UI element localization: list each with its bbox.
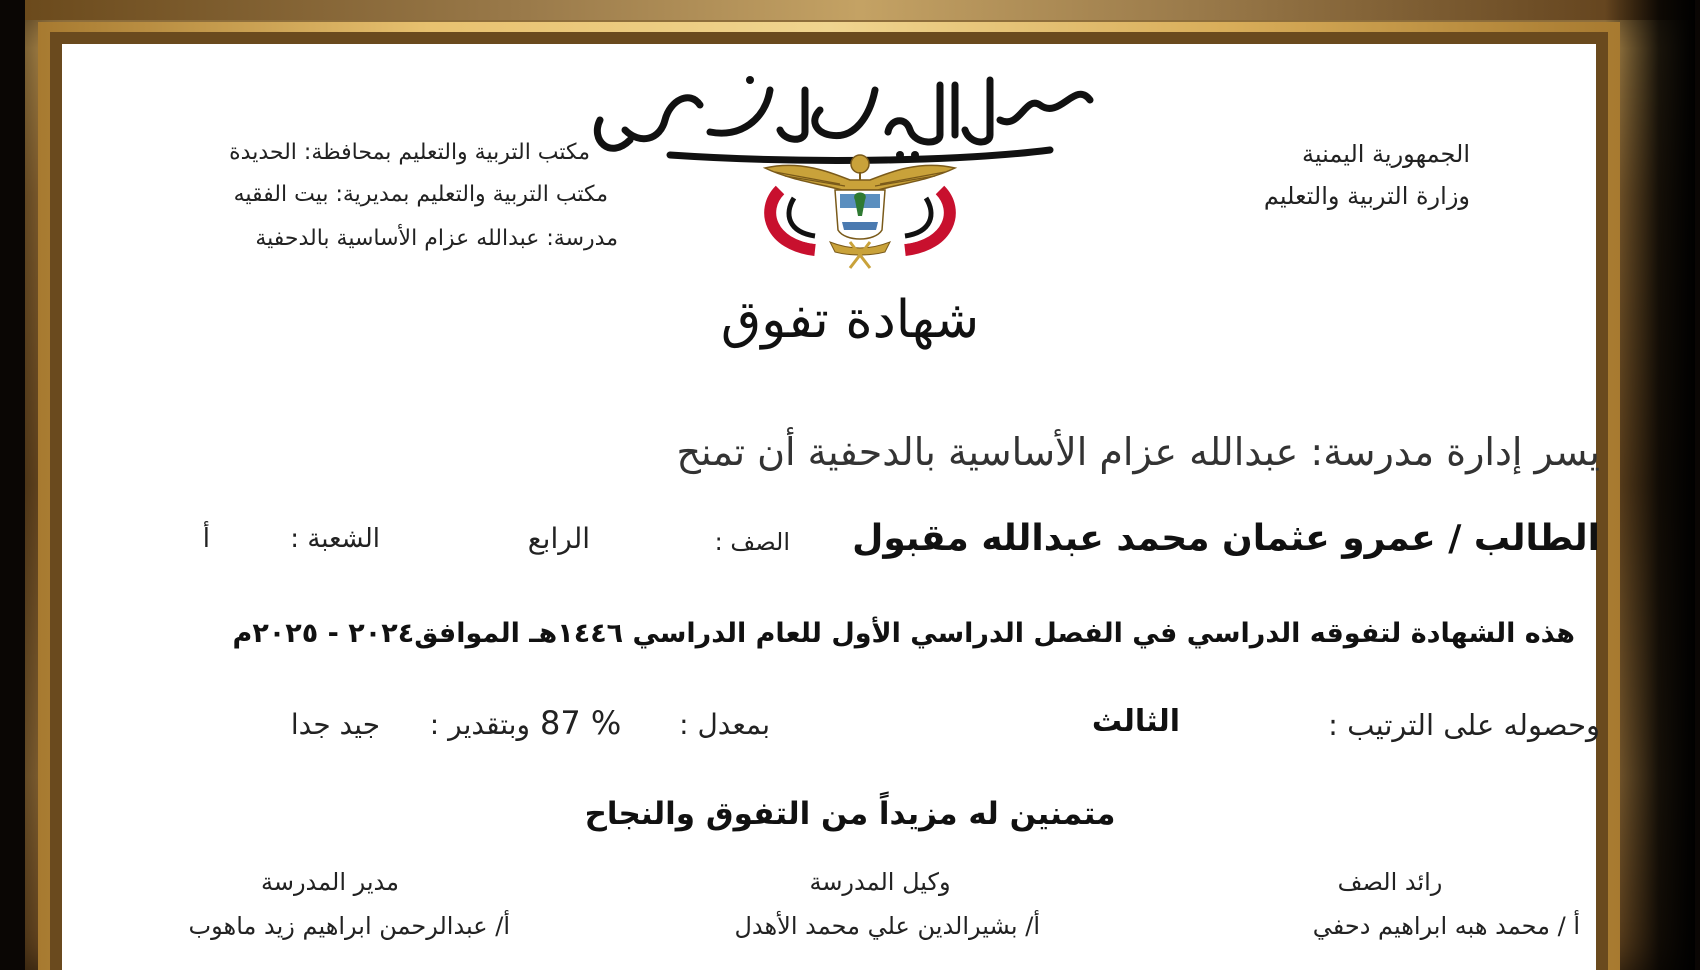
signature-role-principal: مدير المدرسة [260, 868, 400, 896]
grade-value: الرابع [527, 522, 590, 555]
intro-line: يسر إدارة مدرسة: عبدالله عزام الأساسية بالدحفية أن تمنح [676, 430, 1600, 474]
certificate-title: شهادة تفوق [720, 290, 980, 350]
header-school: مدرسة: عبدالله عزام الأساسية بالدحفية [255, 226, 618, 251]
header-governorate-office: مكتب التربية والتعليم بمحافظة: الحديدة [229, 140, 590, 165]
signature-name-class-teacher: أ / محمد هبه ابراهيم دحفي [1312, 912, 1580, 940]
section-label: الشعبة : [290, 524, 380, 554]
rank-label: وحصوله على الترتيب : [1328, 708, 1600, 742]
section-value: أ [202, 524, 210, 554]
wish-line: متمنين له مزيداً من التفوق والنجاح [584, 796, 1116, 832]
signature-name-deputy: أ/ بشيرالدين علي محمد الأهدل [734, 912, 1040, 940]
appraisal-label: وبتقدير : [429, 708, 530, 741]
yemen-emblem [760, 150, 960, 270]
rank-value: الثالث [1091, 704, 1180, 739]
grade-label: الصف : [714, 528, 790, 556]
signature-role-deputy: وكيل المدرسة [809, 868, 951, 896]
signature-name-principal: أ/ عبدالرحمن ابراهيم زيد ماهوب [188, 912, 510, 940]
appraisal-value: جيد جدا [290, 708, 380, 741]
frame-top-bar [25, 0, 1695, 20]
average-value: 87 % [540, 704, 622, 742]
header-district-office: مكتب التربية والتعليم بمديرية: بيت الفقيه [233, 182, 608, 207]
achievement-statement: هذه الشهادة لتفوقه الدراسي في الفصل الدراسي الأول للعام الدراسي ١٤٤٦هـ الموافق٢٠٢٤ - ٢٠٢٥م [232, 618, 1575, 649]
student-name: الطالب / عمرو عثمان محمد عبدالله مقبول [852, 518, 1600, 559]
header-ministry: وزارة التربية والتعليم [1263, 182, 1470, 210]
average-label: بمعدل : [679, 708, 770, 741]
header-country: الجمهورية اليمنية [1301, 140, 1470, 168]
signature-role-class-teacher: رائد الصف [1337, 868, 1443, 896]
